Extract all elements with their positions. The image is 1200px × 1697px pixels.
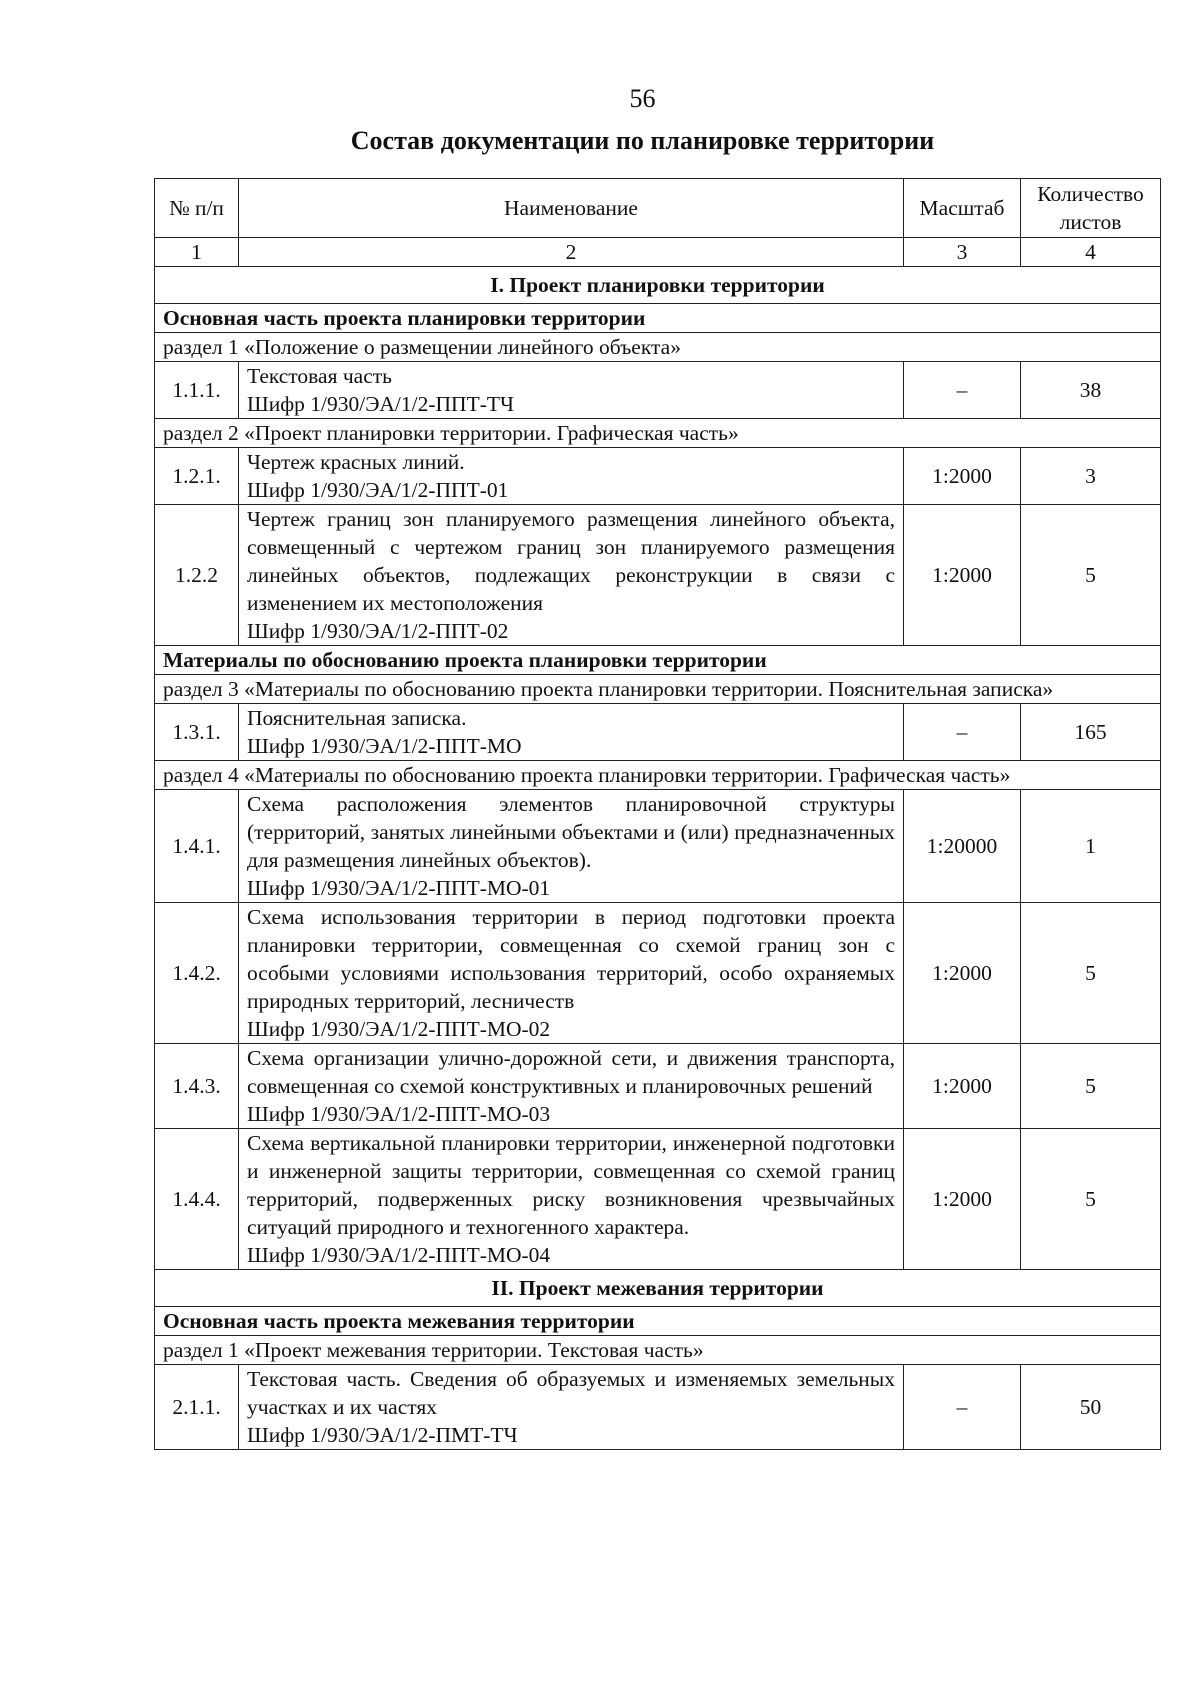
item-scale: 1:2000 [904, 505, 1021, 646]
section-row [155, 333, 1161, 362]
table-row [155, 505, 1161, 646]
subpart-heading: Материалы по обоснованию проекта планировки территории [155, 646, 1161, 675]
item-number: 1.4.4. [155, 1129, 239, 1270]
page-number: 56 [629, 84, 656, 113]
subpart-heading-row [155, 1307, 1161, 1336]
item-scale: – [904, 704, 1021, 761]
table-row [155, 362, 1161, 419]
item-number: 1.1.1. [155, 362, 239, 419]
item-title: Схема вертикальной планировки территории, инженерной подготовки и инженерной защиты территории, совмещенная со схемой границ территорий, подверженных риску возникновения чрезвычайных ситуаций природного и техногенного характера. [247, 1131, 895, 1239]
item-scale: 1:20000 [904, 790, 1021, 903]
column-number: 2 [239, 238, 904, 267]
section-row [155, 1336, 1161, 1365]
section-row [155, 675, 1161, 704]
item-title: Текстовая часть [247, 364, 392, 388]
section-title: раздел 3 «Материалы по обоснованию проекта планировки территории. Пояснительная записка» [155, 675, 1161, 704]
item-title: Чертеж красных линий. [247, 450, 465, 474]
header-name: Наименование [239, 179, 904, 238]
item-cipher: Шифр 1/930/ЭА/1/2-ППТ-МО-03 [247, 1102, 551, 1126]
item-cipher: Шифр 1/930/ЭА/1/2-ППТ-02 [247, 619, 509, 643]
part-heading: I. Проект планировки территории [155, 267, 1161, 304]
table-row [155, 1129, 1161, 1270]
item-name [239, 1044, 904, 1129]
table-row [155, 790, 1161, 903]
item-title: Схема организации улично-дорожной сети, и движения транспорта, совмещенная со схемой конструктивных и планировочных решений [247, 1046, 895, 1098]
column-numbers-row [155, 238, 1161, 267]
table-row [155, 448, 1161, 505]
item-scale: – [904, 1365, 1021, 1450]
column-number: 4 [1021, 238, 1161, 267]
item-cipher: Шифр 1/930/ЭА/1/2-ППТ-МО [247, 734, 522, 758]
item-sheets: 165 [1021, 704, 1161, 761]
section-title: раздел 4 «Материалы по обоснованию проекта планировки территории. Графическая часть» [155, 761, 1161, 790]
table-row [155, 704, 1161, 761]
header-sheets: Количество листов [1021, 179, 1161, 238]
item-name [239, 704, 904, 761]
item-cipher: Шифр 1/930/ЭА/1/2-ППТ-МО-02 [247, 1017, 551, 1041]
table-header-row [155, 179, 1161, 238]
item-title: Текстовая часть. Сведения об образуемых и изменяемых земельных участках и их частях [247, 1367, 895, 1419]
item-number: 1.2.1. [155, 448, 239, 505]
item-name [239, 505, 904, 646]
item-name [239, 1365, 904, 1450]
item-sheets: 5 [1021, 1044, 1161, 1129]
table-row [155, 1044, 1161, 1129]
item-number: 1.3.1. [155, 704, 239, 761]
item-sheets: 3 [1021, 448, 1161, 505]
subpart-heading: Основная часть проекта планировки территории [155, 304, 1161, 333]
item-cipher: Шифр 1/930/ЭА/1/2-ППТ-ТЧ [247, 392, 514, 416]
page-title: Состав документации по планировке территории [350, 126, 935, 155]
item-name [239, 1129, 904, 1270]
subpart-heading: Основная часть проекта межевания территории [155, 1307, 1161, 1336]
item-number: 1.4.1. [155, 790, 239, 903]
item-name [239, 790, 904, 903]
item-number: 1.2.2 [155, 505, 239, 646]
item-sheets: 50 [1021, 1365, 1161, 1450]
subpart-heading-row [155, 304, 1161, 333]
section-title: раздел 1 «Положение о размещении линейного объекта» [155, 333, 1161, 362]
table-row [155, 903, 1161, 1044]
item-scale: – [904, 362, 1021, 419]
item-number: 2.1.1. [155, 1365, 239, 1450]
item-sheets: 1 [1021, 790, 1161, 903]
item-scale: 1:2000 [904, 448, 1021, 505]
item-number: 1.4.3. [155, 1044, 239, 1129]
part-heading-row [155, 267, 1161, 304]
part-heading-row [155, 1270, 1161, 1307]
item-sheets: 5 [1021, 903, 1161, 1044]
column-number: 1 [155, 238, 239, 267]
item-title: Схема расположения элементов планировочной структуры (территорий, занятых линейными объектами и (или) предназначенных для размещения линейных объектов). [247, 792, 895, 872]
item-name [239, 448, 904, 505]
column-number: 3 [904, 238, 1021, 267]
item-title: Схема использования территории в период подготовки проекта планировки территории, совмещенная со схемой границ зон с особыми условиями использования территорий, особо охраняемых природных территорий, лесничеств [247, 905, 895, 1013]
item-cipher: Шифр 1/930/ЭА/1/2-ПМТ-ТЧ [247, 1423, 518, 1447]
item-scale: 1:2000 [904, 1129, 1021, 1270]
documentation-table [154, 178, 1161, 1450]
table-row [155, 1365, 1161, 1450]
section-title: раздел 1 «Проект межевания территории. Текстовая часть» [155, 1336, 1161, 1365]
section-row [155, 761, 1161, 790]
item-scale: 1:2000 [904, 903, 1021, 1044]
item-cipher: Шифр 1/930/ЭА/1/2-ППТ-МО-04 [247, 1243, 551, 1267]
item-number: 1.4.2. [155, 903, 239, 1044]
header-scale: Масштаб [904, 179, 1021, 238]
item-sheets: 38 [1021, 362, 1161, 419]
section-title: раздел 2 «Проект планировки территории. Графическая часть» [155, 419, 1161, 448]
item-name [239, 362, 904, 419]
item-sheets: 5 [1021, 1129, 1161, 1270]
section-row [155, 419, 1161, 448]
item-sheets: 5 [1021, 505, 1161, 646]
item-cipher: Шифр 1/930/ЭА/1/2-ППТ-01 [247, 478, 509, 502]
item-name [239, 903, 904, 1044]
part-heading: II. Проект межевания территории [155, 1270, 1161, 1307]
item-cipher: Шифр 1/930/ЭА/1/2-ППТ-МО-01 [247, 876, 551, 900]
subpart-heading-row [155, 646, 1161, 675]
item-title: Пояснительная записка. [247, 706, 467, 730]
item-title: Чертеж границ зон планируемого размещения линейного объекта, совмещенный с чертежом границ зон планируемого размещения линейных объектов, подлежащих реконструкции в связи с изменением их местоположения [247, 507, 895, 615]
header-num: № п/п [155, 179, 239, 238]
item-scale: 1:2000 [904, 1044, 1021, 1129]
